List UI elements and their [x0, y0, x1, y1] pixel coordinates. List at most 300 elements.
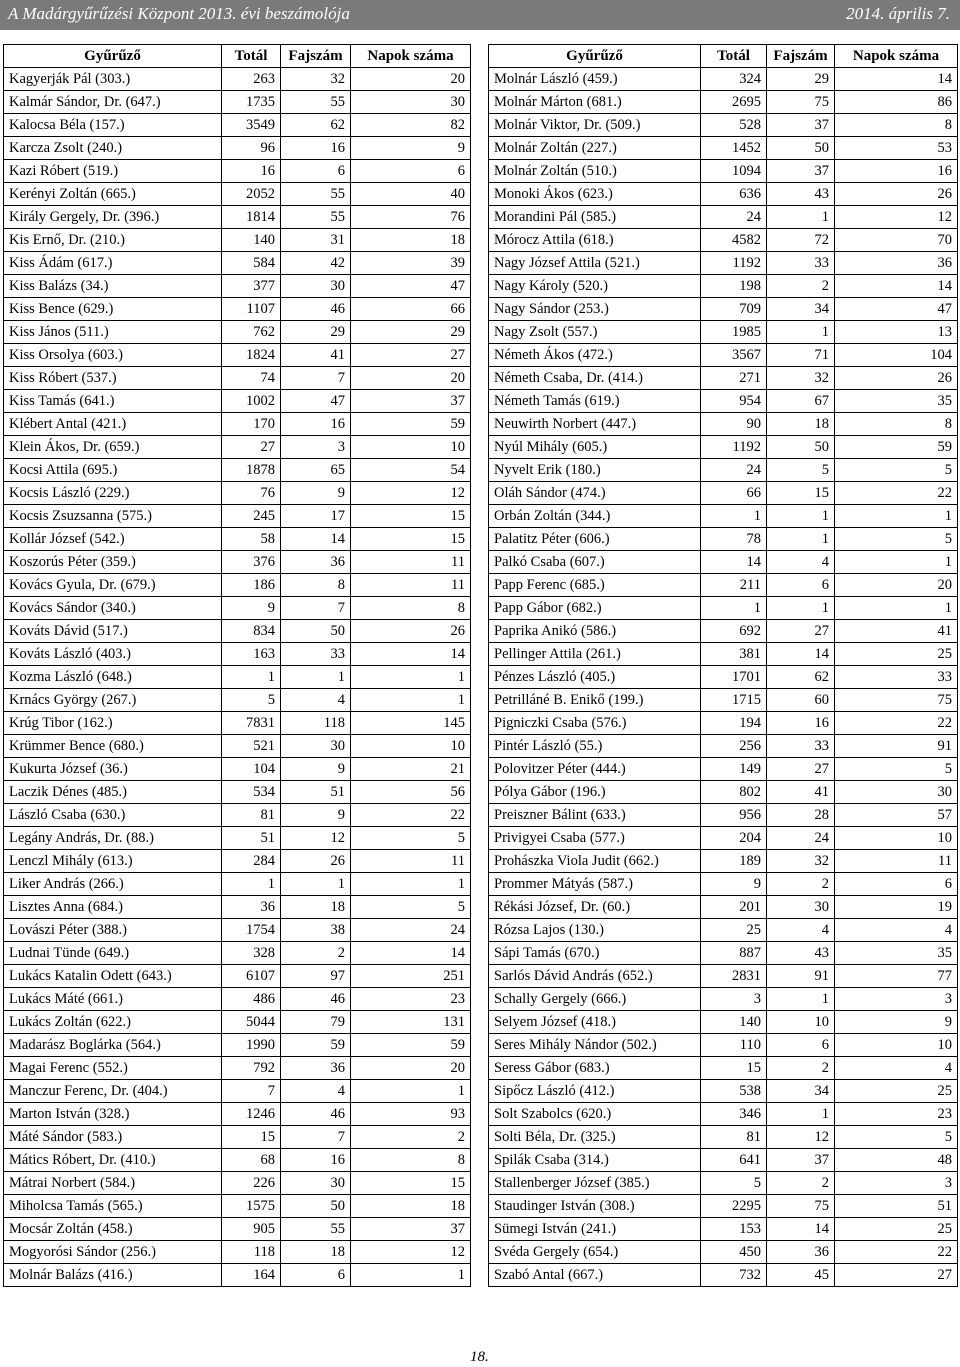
- cell-total: 9: [701, 873, 767, 896]
- table-row: [489, 1264, 958, 1287]
- cell-days: 77: [835, 965, 958, 988]
- cell-species: 17: [281, 505, 351, 528]
- cell-total: 58: [222, 528, 281, 551]
- cell-total: 450: [701, 1241, 767, 1264]
- cell-species: 59: [281, 1034, 351, 1057]
- cell-name: Nagy Sándor (253.): [489, 298, 701, 321]
- cell-total: 226: [222, 1172, 281, 1195]
- cell-name: Lukács Zoltán (622.): [4, 1011, 222, 1034]
- table-row: [4, 390, 471, 413]
- cell-total: 96: [222, 137, 281, 160]
- cell-name: Pólya Gábor (196.): [489, 781, 701, 804]
- cell-species: 6: [767, 574, 835, 597]
- cell-days: 1: [835, 597, 958, 620]
- cell-species: 30: [767, 896, 835, 919]
- table-row: [489, 321, 958, 344]
- cell-species: 75: [767, 91, 835, 114]
- cell-name: László Csaba (630.): [4, 804, 222, 827]
- cell-days: 9: [351, 137, 471, 160]
- table-row: [489, 988, 958, 1011]
- table-row: [489, 574, 958, 597]
- cell-total: 3549: [222, 114, 281, 137]
- table-row: [4, 1103, 471, 1126]
- cell-days: 23: [351, 988, 471, 1011]
- table-body-left: [4, 68, 471, 1287]
- table-row: [4, 298, 471, 321]
- table-header-row: [489, 45, 958, 68]
- cell-name: Nyvelt Erik (180.): [489, 459, 701, 482]
- cell-species: 27: [767, 758, 835, 781]
- cell-total: 16: [222, 160, 281, 183]
- cell-days: 25: [835, 643, 958, 666]
- cell-total: 1701: [701, 666, 767, 689]
- cell-name: Molnár Márton (681.): [489, 91, 701, 114]
- cell-total: 7: [222, 1080, 281, 1103]
- cell-name: Madarász Boglárka (564.): [4, 1034, 222, 1057]
- cell-name: Privigyei Csaba (577.): [489, 827, 701, 850]
- table-row: [4, 275, 471, 298]
- cell-total: 1192: [701, 252, 767, 275]
- cell-days: 4: [835, 919, 958, 942]
- cell-name: Mátrai Norbert (584.): [4, 1172, 222, 1195]
- cell-days: 4: [835, 1057, 958, 1080]
- cell-name: Nagy József Attila (521.): [489, 252, 701, 275]
- cell-name: Németh Csaba, Dr. (414.): [489, 367, 701, 390]
- cell-total: 1754: [222, 919, 281, 942]
- cell-days: 14: [351, 643, 471, 666]
- column-header-total: Totál: [222, 45, 281, 68]
- table-row: [489, 551, 958, 574]
- cell-days: 39: [351, 252, 471, 275]
- table-row: [4, 827, 471, 850]
- cell-species: 2: [767, 275, 835, 298]
- cell-name: Molnár Balázs (416.): [4, 1264, 222, 1287]
- cell-species: 10: [767, 1011, 835, 1034]
- cell-name: Lukács Katalin Odett (643.): [4, 965, 222, 988]
- cell-species: 7: [281, 1126, 351, 1149]
- cell-days: 37: [351, 390, 471, 413]
- table-row: [4, 896, 471, 919]
- cell-species: 9: [281, 482, 351, 505]
- column-header-total: Totál: [701, 45, 767, 68]
- cell-days: 11: [351, 850, 471, 873]
- cell-species: 91: [767, 965, 835, 988]
- cell-name: Oláh Sándor (474.): [489, 482, 701, 505]
- cell-days: 22: [351, 804, 471, 827]
- cell-total: 1452: [701, 137, 767, 160]
- cell-days: 12: [351, 1241, 471, 1264]
- table-row: [489, 620, 958, 643]
- table-row: [489, 896, 958, 919]
- cell-name: Pénzes László (405.): [489, 666, 701, 689]
- cell-name: Király Gergely, Dr. (396.): [4, 206, 222, 229]
- cell-name: Kagyerják Pál (303.): [4, 68, 222, 91]
- cell-name: Stallenberger József (385.): [489, 1172, 701, 1195]
- cell-days: 53: [835, 137, 958, 160]
- cell-name: Polovitzer Péter (444.): [489, 758, 701, 781]
- table-row: [489, 1149, 958, 1172]
- cell-total: 201: [701, 896, 767, 919]
- table-row: [4, 68, 471, 91]
- cell-name: Miholcsa Tamás (565.): [4, 1195, 222, 1218]
- cell-name: Kovács Gyula, Dr. (679.): [4, 574, 222, 597]
- cell-total: 762: [222, 321, 281, 344]
- cell-name: Pellinger Attila (261.): [489, 643, 701, 666]
- cell-days: 30: [835, 781, 958, 804]
- table-row: [489, 436, 958, 459]
- cell-days: 22: [835, 1241, 958, 1264]
- table-row: [489, 1057, 958, 1080]
- cell-name: Palatitz Péter (606.): [489, 528, 701, 551]
- cell-total: 2831: [701, 965, 767, 988]
- cell-species: 46: [281, 1103, 351, 1126]
- cell-name: Manczur Ferenc, Dr. (404.): [4, 1080, 222, 1103]
- cell-total: 328: [222, 942, 281, 965]
- table-row: [489, 919, 958, 942]
- cell-name: Palkó Csaba (607.): [489, 551, 701, 574]
- cell-days: 1: [835, 505, 958, 528]
- cell-total: 204: [701, 827, 767, 850]
- cell-name: Schally Gergely (666.): [489, 988, 701, 1011]
- table-row: [489, 735, 958, 758]
- cell-days: 20: [351, 68, 471, 91]
- table-row: [489, 1034, 958, 1057]
- cell-name: Preiszner Bálint (633.): [489, 804, 701, 827]
- cell-total: 376: [222, 551, 281, 574]
- cell-total: 584: [222, 252, 281, 275]
- cell-days: 11: [835, 850, 958, 873]
- cell-days: 91: [835, 735, 958, 758]
- cell-total: 68: [222, 1149, 281, 1172]
- cell-days: 15: [351, 528, 471, 551]
- cell-name: Molnár Zoltán (510.): [489, 160, 701, 183]
- cell-days: 86: [835, 91, 958, 114]
- cell-total: 1824: [222, 344, 281, 367]
- cell-species: 24: [767, 827, 835, 850]
- cell-days: 26: [835, 183, 958, 206]
- cell-name: Molnár Viktor, Dr. (509.): [489, 114, 701, 137]
- cell-species: 43: [767, 942, 835, 965]
- cell-days: 27: [835, 1264, 958, 1287]
- table-row: [4, 1195, 471, 1218]
- cell-total: 81: [701, 1126, 767, 1149]
- cell-species: 60: [767, 689, 835, 712]
- table-row: [489, 712, 958, 735]
- table-row: [489, 298, 958, 321]
- cell-total: 1715: [701, 689, 767, 712]
- cell-species: 46: [281, 988, 351, 1011]
- cell-name: Prommer Mátyás (587.): [489, 873, 701, 896]
- table-row: [489, 137, 958, 160]
- cell-species: 1: [767, 505, 835, 528]
- cell-days: 11: [351, 574, 471, 597]
- cell-species: 6: [281, 160, 351, 183]
- cell-days: 30: [351, 91, 471, 114]
- cell-total: 641: [701, 1149, 767, 1172]
- table-row: [4, 436, 471, 459]
- cell-name: Mátics Róbert, Dr. (410.): [4, 1149, 222, 1172]
- cell-species: 14: [767, 643, 835, 666]
- cell-species: 32: [281, 68, 351, 91]
- cell-species: 2: [767, 873, 835, 896]
- table-row: [489, 344, 958, 367]
- cell-species: 3: [281, 436, 351, 459]
- cell-species: 118: [281, 712, 351, 735]
- cell-days: 21: [351, 758, 471, 781]
- table-row: [4, 1241, 471, 1264]
- cell-days: 3: [835, 988, 958, 1011]
- cell-name: Németh Tamás (619.): [489, 390, 701, 413]
- cell-name: Molnár Zoltán (227.): [489, 137, 701, 160]
- cell-species: 1: [767, 988, 835, 1011]
- cell-total: 153: [701, 1218, 767, 1241]
- cell-name: Mórocz Attila (618.): [489, 229, 701, 252]
- cell-days: 6: [835, 873, 958, 896]
- cell-total: 2695: [701, 91, 767, 114]
- cell-total: 692: [701, 620, 767, 643]
- cell-species: 33: [281, 643, 351, 666]
- table-row: [4, 252, 471, 275]
- cell-name: Marton István (328.): [4, 1103, 222, 1126]
- table-row: [4, 1057, 471, 1080]
- table-row: [4, 942, 471, 965]
- cell-days: 35: [835, 390, 958, 413]
- table-row: [489, 758, 958, 781]
- cell-name: Lovászi Péter (388.): [4, 919, 222, 942]
- cell-days: 36: [835, 252, 958, 275]
- cell-name: Kozma László (648.): [4, 666, 222, 689]
- cell-species: 79: [281, 1011, 351, 1034]
- cell-days: 5: [835, 758, 958, 781]
- cell-name: Morandini Pál (585.): [489, 206, 701, 229]
- cell-species: 50: [767, 137, 835, 160]
- cell-days: 47: [351, 275, 471, 298]
- cell-days: 18: [351, 229, 471, 252]
- cell-species: 2: [767, 1057, 835, 1080]
- table-row: [489, 528, 958, 551]
- cell-days: 20: [351, 367, 471, 390]
- cell-days: 5: [835, 528, 958, 551]
- table-row: [489, 367, 958, 390]
- cell-days: 10: [351, 436, 471, 459]
- cell-name: Sápi Tamás (670.): [489, 942, 701, 965]
- cell-total: 149: [701, 758, 767, 781]
- cell-total: 5: [222, 689, 281, 712]
- cell-species: 41: [281, 344, 351, 367]
- cell-name: Papp Gábor (682.): [489, 597, 701, 620]
- cell-days: 59: [351, 413, 471, 436]
- table-row: [4, 344, 471, 367]
- cell-name: Kis Ernő, Dr. (210.): [4, 229, 222, 252]
- cell-name: Kalmár Sándor, Dr. (647.): [4, 91, 222, 114]
- cell-name: Kováts László (403.): [4, 643, 222, 666]
- cell-species: 5: [767, 459, 835, 482]
- cell-name: Kiss Balázs (34.): [4, 275, 222, 298]
- table-row: [489, 459, 958, 482]
- cell-species: 50: [281, 620, 351, 643]
- cell-days: 8: [835, 114, 958, 137]
- table-row: [4, 1126, 471, 1149]
- cell-days: 251: [351, 965, 471, 988]
- table-row: [4, 505, 471, 528]
- table-row: [4, 1149, 471, 1172]
- cell-name: Klein Ákos, Dr. (659.): [4, 436, 222, 459]
- cell-days: 66: [351, 298, 471, 321]
- cell-total: 74: [222, 367, 281, 390]
- table-row: [489, 781, 958, 804]
- table-row: [4, 367, 471, 390]
- cell-total: 534: [222, 781, 281, 804]
- table-row: [489, 413, 958, 436]
- table-row: [489, 160, 958, 183]
- cell-days: 18: [351, 1195, 471, 1218]
- cell-species: 1: [767, 1103, 835, 1126]
- cell-total: 636: [701, 183, 767, 206]
- cell-days: 13: [835, 321, 958, 344]
- cell-days: 59: [835, 436, 958, 459]
- cell-species: 55: [281, 206, 351, 229]
- cell-days: 20: [351, 1057, 471, 1080]
- cell-species: 2: [281, 942, 351, 965]
- cell-total: 1002: [222, 390, 281, 413]
- cell-total: 324: [701, 68, 767, 91]
- report-title: A Madárgyűrűzési Központ 2013. évi beszámolója: [8, 4, 350, 23]
- cell-name: Kiss János (511.): [4, 321, 222, 344]
- cell-name: Lenczl Mihály (613.): [4, 850, 222, 873]
- cell-name: Nyúl Mihály (605.): [489, 436, 701, 459]
- cell-total: 4582: [701, 229, 767, 252]
- cell-days: 1: [351, 666, 471, 689]
- cell-species: 6: [281, 1264, 351, 1287]
- cell-species: 12: [281, 827, 351, 850]
- cell-days: 75: [835, 689, 958, 712]
- table-row: [4, 551, 471, 574]
- cell-species: 1: [767, 528, 835, 551]
- cell-name: Kerényi Zoltán (665.): [4, 183, 222, 206]
- table-row: [4, 229, 471, 252]
- cell-species: 36: [281, 551, 351, 574]
- cell-total: 76: [222, 482, 281, 505]
- cell-name: Neuwirth Norbert (447.): [489, 413, 701, 436]
- cell-species: 42: [281, 252, 351, 275]
- cell-days: 22: [835, 712, 958, 735]
- cell-species: 47: [281, 390, 351, 413]
- table-row: [4, 482, 471, 505]
- cell-total: 954: [701, 390, 767, 413]
- cell-total: 5: [701, 1172, 767, 1195]
- column-header-days: Napok száma: [835, 45, 958, 68]
- table-row: [489, 1011, 958, 1034]
- table-row: [489, 114, 958, 137]
- cell-total: 36: [222, 896, 281, 919]
- table-row: [4, 965, 471, 988]
- cell-species: 15: [767, 482, 835, 505]
- cell-days: 15: [351, 1172, 471, 1195]
- cell-total: 1107: [222, 298, 281, 321]
- cell-species: 29: [767, 68, 835, 91]
- cell-species: 32: [767, 367, 835, 390]
- table-row: [4, 413, 471, 436]
- column-header-species: Fajszám: [281, 45, 351, 68]
- cell-total: 90: [701, 413, 767, 436]
- cell-total: 211: [701, 574, 767, 597]
- cell-species: 2: [767, 1172, 835, 1195]
- cell-days: 26: [351, 620, 471, 643]
- cell-total: 5044: [222, 1011, 281, 1034]
- cell-species: 26: [281, 850, 351, 873]
- cell-total: 164: [222, 1264, 281, 1287]
- cell-species: 38: [281, 919, 351, 942]
- cell-days: 20: [835, 574, 958, 597]
- cell-total: 521: [222, 735, 281, 758]
- cell-species: 4: [767, 551, 835, 574]
- cell-name: Mogyorósi Sándor (256.): [4, 1241, 222, 1264]
- cell-species: 62: [767, 666, 835, 689]
- cell-days: 14: [835, 68, 958, 91]
- cell-species: 18: [767, 413, 835, 436]
- cell-total: 198: [701, 275, 767, 298]
- cell-species: 30: [281, 735, 351, 758]
- cell-name: Legány András, Dr. (88.): [4, 827, 222, 850]
- cell-name: Solti Béla, Dr. (325.): [489, 1126, 701, 1149]
- cell-species: 16: [767, 712, 835, 735]
- cell-name: Karcza Zsolt (240.): [4, 137, 222, 160]
- cell-total: 140: [222, 229, 281, 252]
- cell-total: 834: [222, 620, 281, 643]
- cell-total: 24: [701, 206, 767, 229]
- cell-name: Seress Gábor (683.): [489, 1057, 701, 1080]
- cell-total: 189: [701, 850, 767, 873]
- ringer-table-left: [3, 44, 471, 1287]
- cell-days: 27: [351, 344, 471, 367]
- cell-name: Staudinger István (308.): [489, 1195, 701, 1218]
- table-body-right: [489, 68, 958, 1287]
- table-row: [489, 229, 958, 252]
- table-row: [489, 666, 958, 689]
- table-row: [4, 873, 471, 896]
- cell-total: 81: [222, 804, 281, 827]
- cell-name: Lisztes Anna (684.): [4, 896, 222, 919]
- cell-days: 8: [835, 413, 958, 436]
- cell-species: 7: [281, 597, 351, 620]
- cell-total: 118: [222, 1241, 281, 1264]
- cell-name: Nagy Károly (520.): [489, 275, 701, 298]
- cell-total: 1: [222, 666, 281, 689]
- cell-days: 59: [351, 1034, 471, 1057]
- cell-species: 16: [281, 1149, 351, 1172]
- cell-species: 55: [281, 91, 351, 114]
- cell-species: 36: [281, 1057, 351, 1080]
- table-row: [4, 620, 471, 643]
- cell-name: Papp Ferenc (685.): [489, 574, 701, 597]
- cell-species: 4: [767, 919, 835, 942]
- cell-days: 10: [351, 735, 471, 758]
- cell-days: 82: [351, 114, 471, 137]
- cell-species: 75: [767, 1195, 835, 1218]
- cell-species: 4: [281, 1080, 351, 1103]
- cell-days: 47: [835, 298, 958, 321]
- column-header-days: Napok száma: [351, 45, 471, 68]
- cell-name: Kazi Róbert (519.): [4, 160, 222, 183]
- cell-species: 1: [281, 666, 351, 689]
- cell-name: Spilák Csaba (314.): [489, 1149, 701, 1172]
- cell-total: 956: [701, 804, 767, 827]
- table-row: [489, 1241, 958, 1264]
- cell-days: 57: [835, 804, 958, 827]
- table-row: [4, 1264, 471, 1287]
- cell-total: 1878: [222, 459, 281, 482]
- cell-species: 33: [767, 252, 835, 275]
